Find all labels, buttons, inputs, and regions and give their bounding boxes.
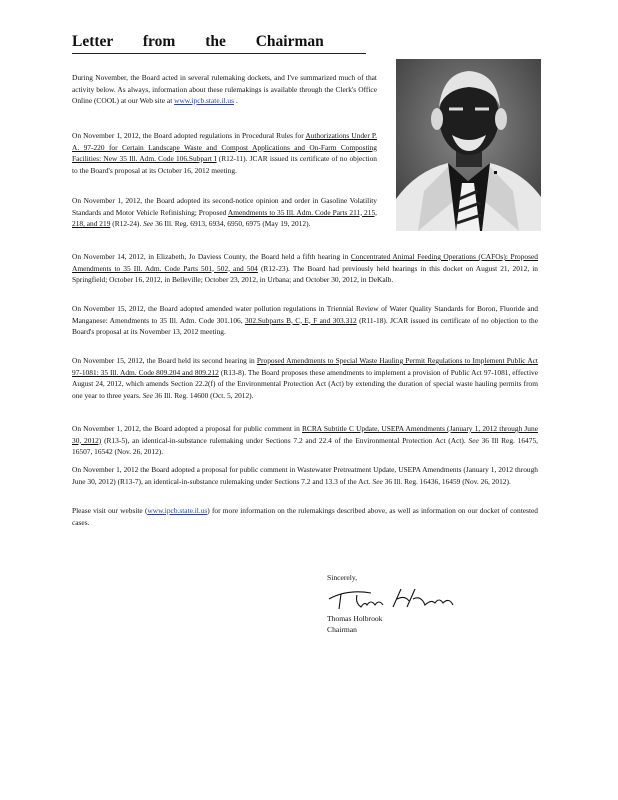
website-link-closing[interactable]: www.ipcb.state.il.us — [147, 506, 208, 515]
paragraph-gasoline-volatility: On November 1, 2012, the Board adopted its second-notice opinion and order in Gasoline Volatility Standards and Motor Vehicle Refinishing; Proposed Amendments to 35 Ill. Adm. Code Parts 211, 215, 218, and 219 (R12-24). See 36 Ill. Reg. 6913, 6934, 6950, 6975 (May 19, 2012). — [72, 196, 377, 228]
portrait-image — [396, 59, 541, 231]
signer-name: Thomas Holbrook — [327, 614, 383, 623]
closing-paragraph: Please visit our website (www.ipcb.state.il.us) for more information on the rulemakings described above, as well as information on our docket of contested cases. — [72, 506, 538, 527]
paragraph-procedural-rules: On November 1, 2012, the Board adopted regulations in Procedural Rules for Authorizations Under P. A. 97-220 for Certain Landscape Waste and Compost Applications and On-Farm Composting Facilities: New 35 Ill. Adm. Code 106.Subpart I (R12-11). JCAR issued its certificate of no objection to the Board's proposal at its October 16, 2012 meeting. — [72, 131, 377, 175]
page-title: Letter from the Chairman — [72, 33, 366, 54]
salutation: Sincerely, — [327, 573, 358, 582]
paragraph-special-waste: On November 15, 2012, the Board held its second hearing in Proposed Amendments to Special Waste Hauling Permit Regulations to Implement Public Act 97-1081: 35 Ill. Adm. Code 809.204 and 809.212 (R13-8). The Board proposes these amendments to implement a provision of Public Act 97-1081, effective August 24, 2012, which amends Section 22.2(f) of the Environmental Protection Act (Act) by extending the duration of special waste hauling permits from one year to three years. See 36 Ill. Reg. 14600 (Oct. 5, 2012). — [72, 356, 538, 400]
intro-paragraph: During November, the Board acted in several rulemaking dockets, and I've summarized much of that activity below. As always, information about these rulemakings is available through the Clerk's Office Online (COOL) at our Web site at www.ipcb.state.il.us . — [72, 73, 377, 105]
handwritten-signature — [327, 583, 457, 613]
signer-role: Chairman — [327, 625, 357, 634]
signature-block — [327, 572, 457, 635]
paragraph-rcra-update: On November 1, 2012, the Board adopted a proposal for public comment in RCRA Subtitle C Update, USEPA Amendments (January 1, 2012 through June 30, 2012) (R13-5), an identical-in-substance rulemaking under Sections 7.2 and 22.4 of the Environmental Protection Act (Act). See 36 Ill Reg. 16475, 16507, 16542 (Nov. 26, 2012). — [72, 424, 538, 456]
website-link[interactable]: www.ipcb.state.il.us — [174, 96, 234, 105]
paragraph-cafo-hearing: On November 14, 2012, in Elizabeth, Jo Daviess County, the Board held a fifth hearing in Concentrated Animal Feeding Operations (CAFOs): Proposed Amendments to 35 Ill. Adm. Code Parts 501, 502, and 504 (R12-23). The Board had previously held hearings in this docket on August 21, 2012, in Springfield; October 16, 2012, in Belleville; October 23, 2012, in Urbana; and October 30, 2012, in DeKalb. — [72, 252, 538, 284]
paragraph-wastewater-update: On November 1, 2012 the Board adopted a proposal for public comment in Wastewater Pretreatment Update, USEPA Amendments (January 1, 2012 through June 30, 2012) (R13-7), an identical-in-substance rulemaking under Sections 7.2 and 13.3 of the Act. See 36 Ill. Reg. 16436, 16459 (Nov. 26, 2012). — [72, 465, 538, 486]
paragraph-water-quality: On November 15, 2012, the Board adopted amended water pollution regulations in Triennial Review of Water Quality Standards for Boron, Fluoride and Manganese: Amendments to 35 Ill. Adm. Code 301.106, 302.Subparts B, C, E, F and 303.312 (R11-18). JCAR issued its certificate of no objection to the Board's proposal at its November 13, 2012 meeting. — [72, 304, 538, 336]
chairman-portrait — [396, 59, 541, 231]
